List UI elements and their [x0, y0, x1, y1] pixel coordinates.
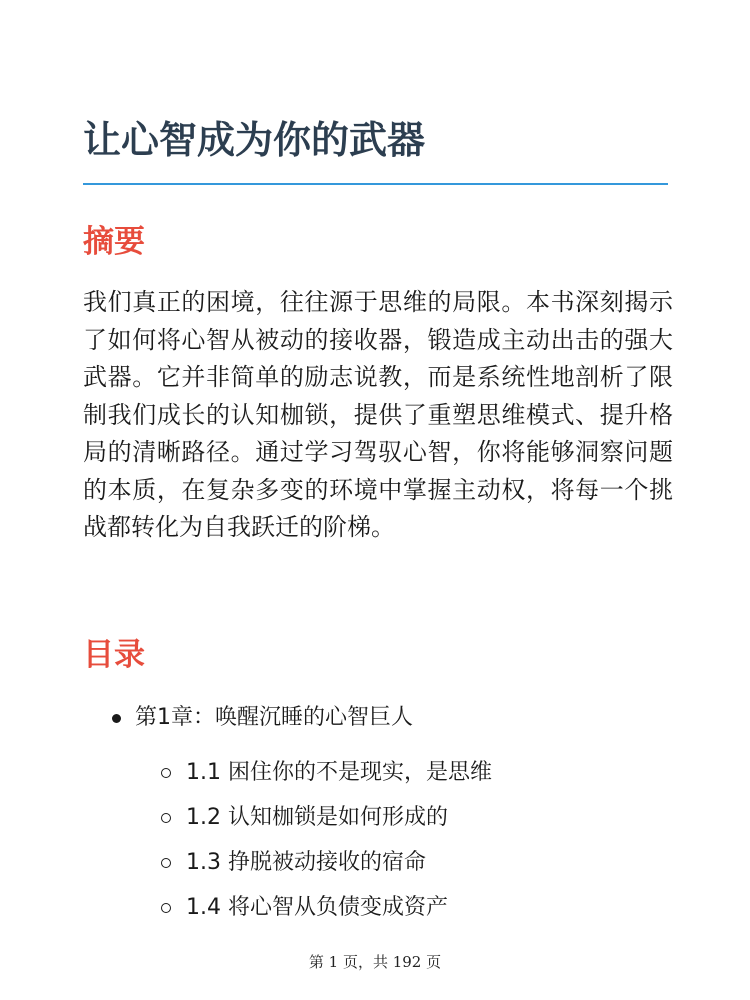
toc-section-item [161, 799, 681, 837]
toc-section-label: 1.1 困住你的不是现实，是思维 [186, 760, 492, 785]
bullet-circle-icon [161, 813, 171, 823]
bullet-circle-icon [161, 858, 171, 868]
bullet-disc-icon [112, 714, 121, 723]
abstract-paragraph: 我们真正的困境，往往源于思维的局限。本书深刻揭示了如何将心智从被动的接收器，锻造成主动出击的强大武器。它并非简单的励志说教，而是系统性地剖析了限制我们成长的认知枷锁，提供了重塑思维模式、提升格局的清晰路径。通过学习驾驭心智，你将能够洞察问题的本质，在复杂多变的环境中掌握主动权，将每一个挑战都转化为自我跃迁的阶梯。 [83, 288, 673, 541]
bullet-circle-icon [161, 768, 171, 778]
toc-section-item [161, 844, 681, 882]
toc-chapter-item [112, 698, 672, 738]
toc-section-label: 1.3 挣脱被动接收的宿命 [186, 850, 426, 875]
title-divider [83, 183, 668, 185]
toc-section-item [161, 889, 681, 927]
toc-section-label: 1.4 将心智从负债变成资产 [186, 895, 448, 920]
toc-chapter-label: 第1章：唤醒沉睡的心智巨人 [135, 705, 413, 730]
abstract-heading: 摘要 [83, 224, 145, 260]
toc-heading: 目录 [83, 637, 145, 673]
document-title: 让心智成为你的武器 [83, 118, 426, 162]
toc-section-label: 1.2 认知枷锁是如何形成的 [186, 805, 448, 830]
toc-section-item [161, 754, 681, 792]
page-number-footer: 第 1 页，共 192 页 [308, 953, 442, 971]
bullet-circle-icon [161, 903, 171, 913]
